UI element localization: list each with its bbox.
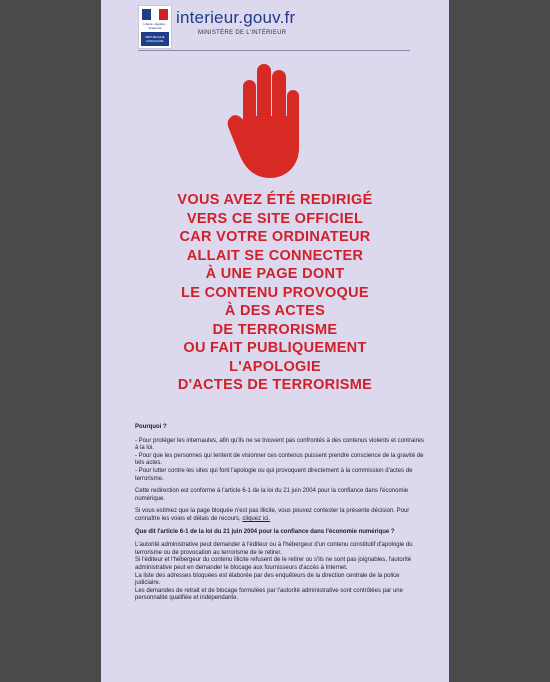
headline-line: VERS CE SITE OFFICIEL	[186, 210, 364, 227]
why-list	[135, 438, 425, 484]
logo-text: RÉPUBLIQUE FRANÇAISE	[145, 35, 165, 43]
headline-line: D'ACTES DE TERRORISME	[177, 377, 373, 393]
why-heading: Pourquoi ?	[135, 424, 167, 430]
logo-motto: Liberté • Égalité • Fraternité	[143, 22, 167, 30]
headline-line: DE TERRORISME	[212, 321, 338, 338]
conformity-text: Cette redirection est conforme à l'article 6-1 de la loi du 21 juin 2004 pour la confiance dans l'économie numérique.	[135, 488, 409, 502]
why-item: - Pour protéger les internautes, afin qu'ils ne se trouvent pas confrontés à des contenus violents et contraires à la loi.	[135, 437, 424, 452]
headline-line: À DES ACTES	[224, 303, 326, 319]
headline-line: À UNE PAGE DONT	[205, 266, 345, 282]
headline-line: LE CONTENU PROVOQUE	[181, 284, 369, 301]
article-text	[135, 542, 425, 603]
stop-hand-icon	[226, 60, 312, 178]
headline-line: OU FAIT PUBLIQUEMENT	[183, 340, 367, 356]
warning-headline	[141, 191, 409, 395]
article-line: L'autorité administrative peut demander à l'éditeur ou à l'hébergeur d'un contenu constitutif d'apologie du terrorisme ou de provocation au terrorisme de le retirer.	[135, 542, 413, 556]
headline-line: CAR VOTRE ORDINATEUR	[179, 229, 371, 245]
headline-line: ALLAIT SE CONNECTER	[186, 247, 364, 264]
why-item: - Pour lutter contre les sites qui font l'apologie ou qui provoquent directement à la commission d'actes de terrorisme.	[135, 467, 413, 482]
site-header	[101, 0, 449, 52]
headline-line: VOUS AVEZ ÉTÉ REDIRIGÉ	[177, 192, 373, 208]
recours-link[interactable]: cliquez ici.	[242, 515, 271, 522]
article-line: Si l'éditeur et l'hébergeur du contenu illicite refusent de le retirer ou s'ils ne sont pas joignables, l'autorité administrative peut en demander le blocage aux fournisseurs d'accès à Internet.	[135, 557, 412, 571]
headline-line: L'APOLOGIE	[229, 358, 321, 375]
contest-paragraph	[135, 508, 425, 523]
explanation-text	[135, 424, 425, 608]
blocked-page	[101, 0, 449, 682]
site-subtitle: MINISTÈRE DE L'INTÉRIEUR	[198, 30, 287, 36]
article-line: Les demandes de retrait et de blocage formulées par l'autorité administrative sont contrôlées par une personnalité qualifiée et indépendante.	[135, 587, 403, 602]
article-line: La liste des adresses bloquées est élaborée par des enquêteurs de la direction centrale de la police judiciaire.	[135, 572, 400, 587]
article-heading: Que dit l'article 6-1 de la loi du 21 juin 2004 pour la confiance dans l'économie numérique ?	[135, 528, 395, 535]
header-divider	[138, 50, 410, 51]
flag-icon	[142, 9, 168, 20]
contest-text: Si vous estimez que la page bloquée n'est pas illicite, vous pouvez contester la présente décision. Pour connaître les voies et délais de recours,	[135, 508, 410, 522]
logo-band	[141, 32, 169, 46]
site-title[interactable]: interieur.gouv.fr	[176, 8, 296, 27]
why-item: - Pour que les personnes qui tentent de visionner ces contenus puissent prendre conscience de la gravité de tels actes.	[135, 452, 424, 467]
marianne-logo	[138, 5, 172, 49]
